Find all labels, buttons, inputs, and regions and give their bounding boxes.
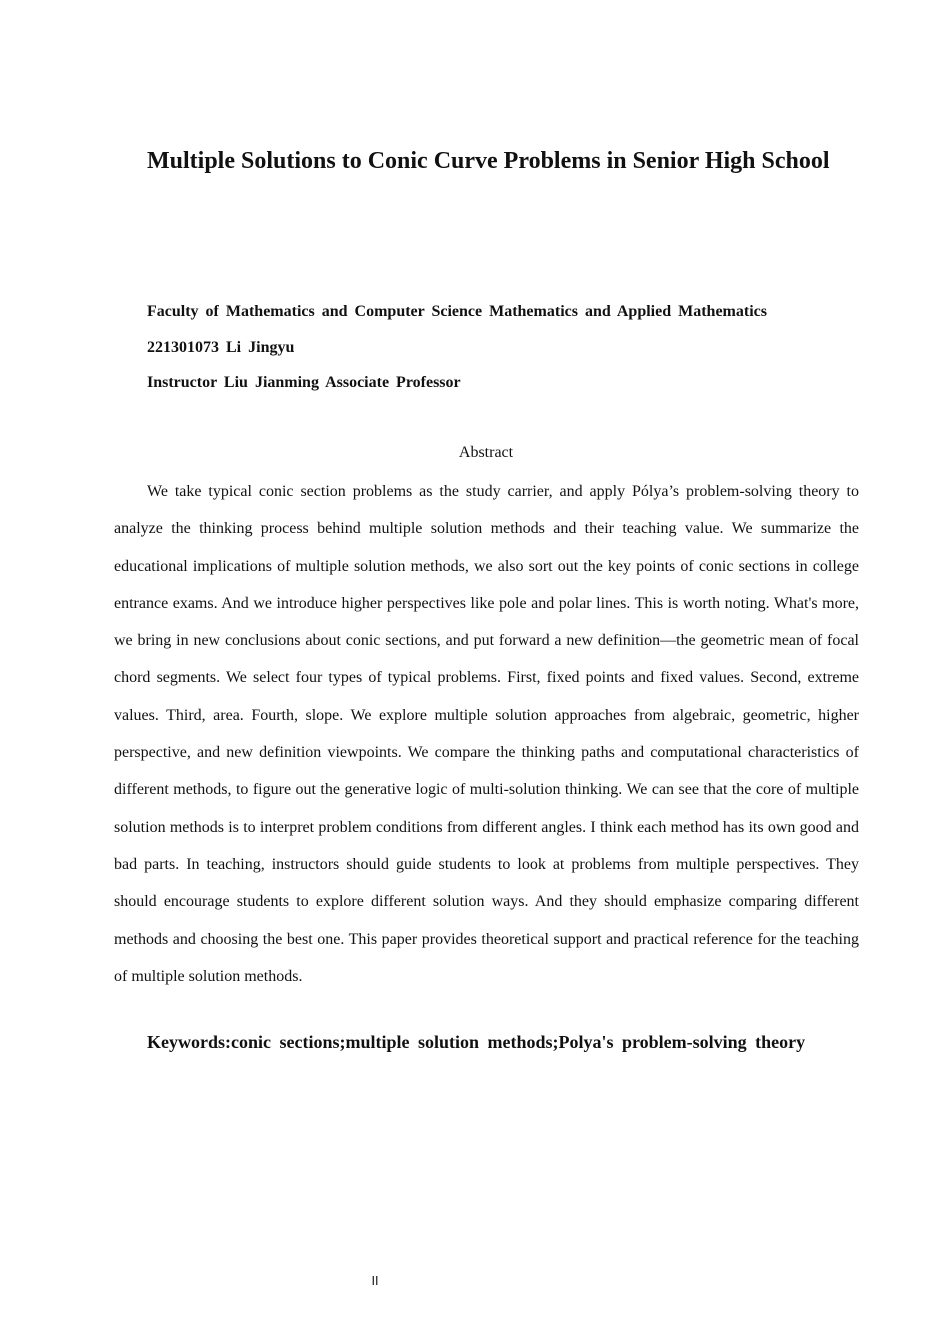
instructor-line: Instructor Liu Jianming Associate Professor [147, 374, 461, 391]
author-block [147, 298, 847, 405]
paper-title: Multiple Solutions to Conic Curve Problems in Senior High School [147, 148, 830, 174]
student-line: 221301073 Li Jingyu [147, 338, 295, 356]
keywords-line: Keywords:conic sections;multiple solution methods;Polya's problem-solving theory [147, 1032, 806, 1052]
abstract-body: We take typical conic section problems as the study carrier, and apply Pólya’s problem-solving theory to analyze the thinking process behind multiple solution methods and their teaching value. We summarize the educational implications of multiple solution methods, we also sort out the key points of conic sections in college entrance exams. And we introduce higher perspectives like pole and polar lines. This is worth noting. What's more, we bring in new conclusions about conic sections, and put forward a new definition—the geometric mean of focal chord segments. We select four types of typical problems. First, fixed points and fixed values. Second, extreme values. Third, area. Fourth, slope. We explore multiple solution approaches from algebraic, geometric, higher perspective, and new definition viewpoints. We compare the thinking paths and computational characteristics of different methods, to figure out the generative logic of multi-solution thinking. We can see that the core of multiple solution methods is to interpret problem conditions from different angles. I think each method has its own good and bad parts. In teaching, instructors should guide students to look at problems from multiple perspectives. They should encourage students to explore different solution ways. And they should emphasize comparing different methods and choosing the best one. This paper provides theoretical support and practical reference for the teaching of multiple solution methods. [114, 483, 859, 985]
page-number: II [371, 1274, 379, 1288]
affiliation-line: Faculty of Mathematics and Computer Science Mathematics and Applied Mathematics [147, 303, 767, 320]
abstract-heading: Abstract [458, 444, 514, 461]
